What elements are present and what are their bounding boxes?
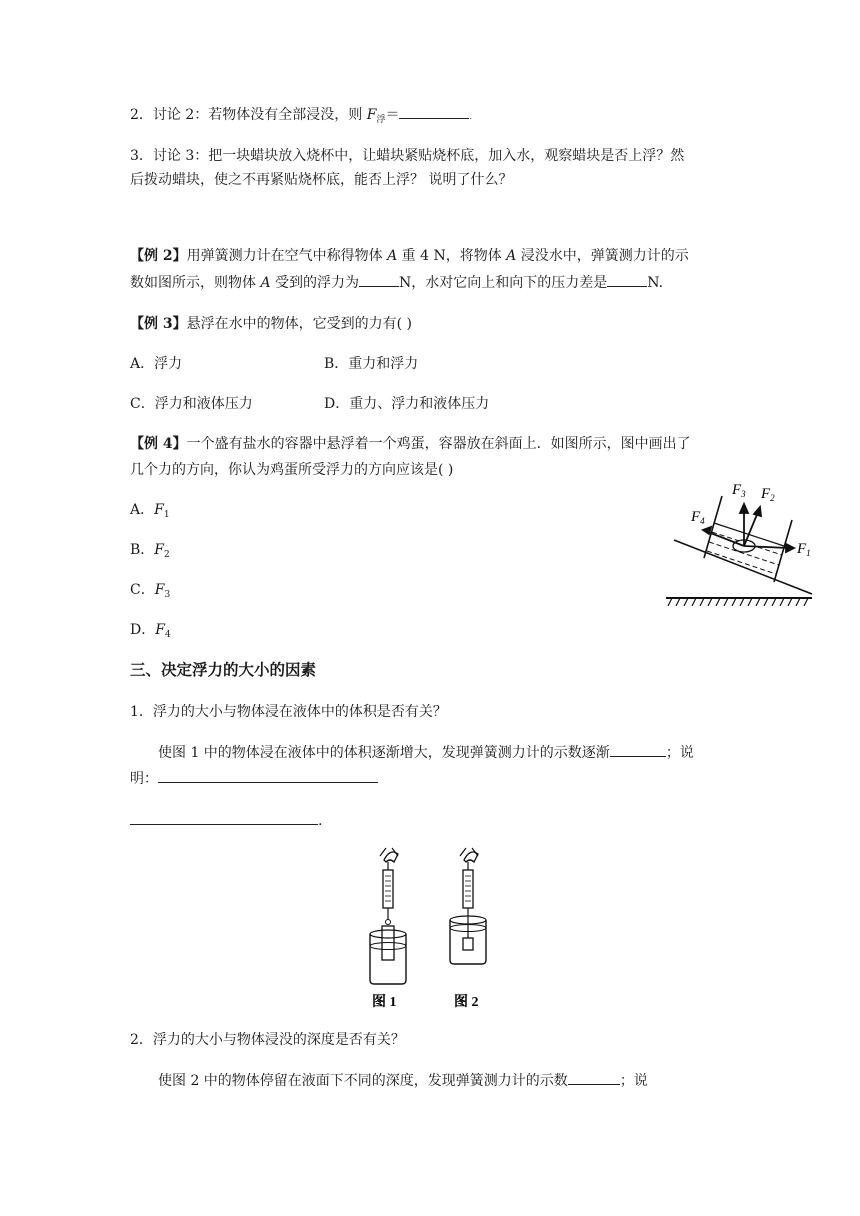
question-2-text: 使图 2 中的物体停留在液面下不同的深度，发现弹簧测力计的示数 ；说 (158, 1070, 648, 1091)
incline-container-figure (660, 476, 830, 610)
example-4-option-b: B．$F_2$ (130, 542, 170, 560)
example-4-line-2: 几个力的方向，你认为鸡蛋所受浮力的方向应该是( ) (130, 462, 454, 478)
force-label-f1: $F_1$ (797, 541, 811, 558)
question-1-explain-cont: . (130, 810, 322, 831)
answer-blank[interactable] (399, 104, 469, 119)
answer-blank[interactable] (158, 768, 378, 783)
discussion-3-line-1: 3．讨论 3：把一块蜡块放入烧杯中，让蜡块紧贴烧杯底，加入水，观察蜡块是否上浮？然 (130, 148, 685, 164)
discussion-3-line-2: 后拨动蜡块，使之不再紧贴烧杯底，能否上浮？ 说明了什么？ (130, 172, 513, 188)
example-2-line-2: 数如图所示，则物体 A 受到的浮力为 N，水对它向上和向下的压力差是 N. (130, 272, 663, 293)
example-3-question: 【例 3】悬浮在水中的物体，它受到的力有( ) (130, 316, 412, 332)
example-4-option-d: D．$F_4$ (130, 622, 171, 640)
example-tag: 【例 4】 (130, 436, 187, 452)
example-2-line-1: 【例 2】用弹簧测力计在空气中称得物体 A 重 4 N，将物体 A 浸没水中，弹簧测力计的示 (130, 248, 689, 264)
answer-blank[interactable] (130, 810, 318, 825)
example-4-option-a: A．$F_1$ (130, 502, 170, 520)
example-4-option-c: C．$F_3$ (130, 582, 171, 600)
example-tag: 【例 3】 (130, 316, 187, 332)
example-4-line-1: 【例 4】一个盛有盐水的容器中悬浮着一个鸡蛋，容器放在斜面上．如图所示，图中画出了 (130, 436, 691, 452)
figure-2-apparatus (450, 848, 486, 964)
force-label-f2: $F_2$ (761, 486, 775, 503)
section-heading: 三、决定浮力的大小的因素 (130, 661, 317, 679)
question-1: 1．浮力的大小与物体浸在液体中的体积是否有关？ (130, 704, 447, 720)
example-3-option-a: A．浮力 (130, 356, 183, 372)
question-2: 2．浮力的大小与物体浸没的深度是否有关？ (130, 1032, 405, 1048)
figure-1-caption: 图 1 (372, 995, 397, 1010)
example-3-option-d: D．重力、浮力和液体压力 (324, 396, 490, 412)
force-label-f4: $F_4$ (691, 509, 705, 526)
answer-blank[interactable] (607, 272, 647, 287)
force-label-f3: $F_3$ (732, 482, 746, 499)
discussion-2: 2．讨论 2：若物体没有全部浸没，则 $F_浮=$ . (130, 104, 472, 130)
figure-2-caption: 图 2 (454, 995, 479, 1010)
spring-scale-figures (350, 846, 510, 1012)
example-3-option-b: B．重力和浮力 (324, 356, 419, 372)
example-3-option-c: C．浮力和液体压力 (130, 396, 253, 412)
answer-blank[interactable] (568, 1070, 620, 1085)
question-1-text: 使图 1 中的物体浸在液体中的体积逐渐增大，发现弹簧测力计的示数逐渐 ；说 (158, 742, 694, 763)
example-tag: 【例 2】 (130, 248, 187, 264)
answer-blank[interactable] (610, 742, 666, 757)
figure-1-apparatus (370, 848, 406, 984)
question-1-explain: 明： (130, 768, 378, 789)
answer-blank[interactable] (359, 272, 399, 287)
